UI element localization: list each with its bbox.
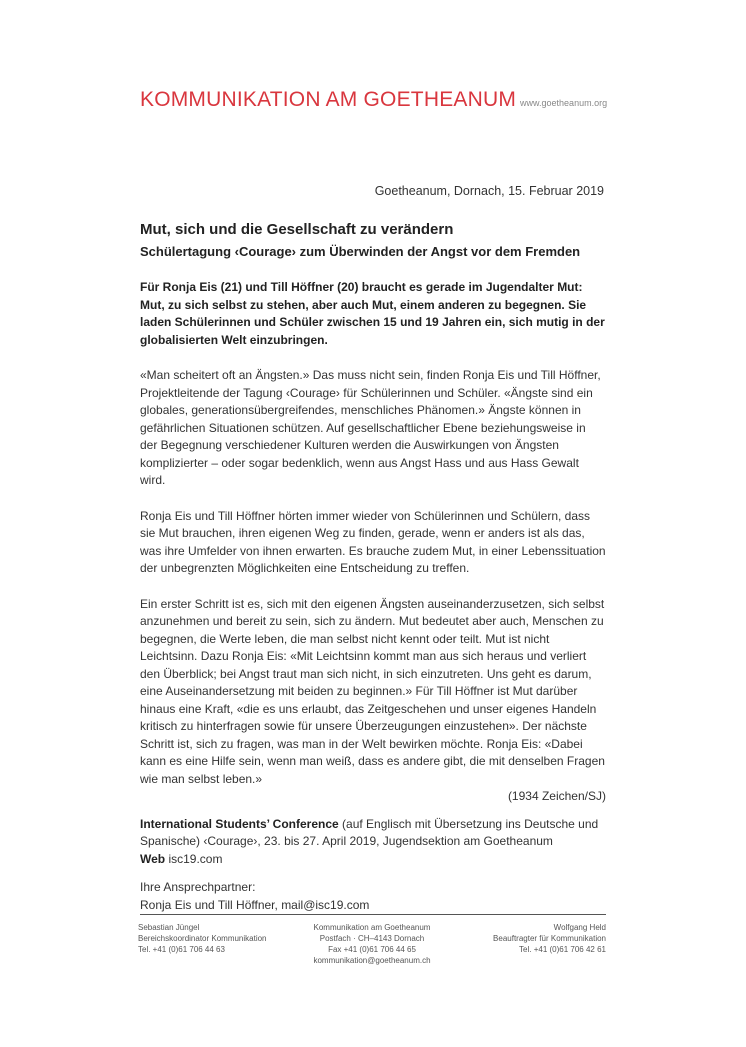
footer-left-line: Tel. +41 (0)61 706 44 63 xyxy=(138,945,225,954)
footer-email[interactable]: kommunikation@goetheanum.ch xyxy=(313,956,431,965)
contact-block xyxy=(140,879,369,914)
event-name: International Students’ Conference xyxy=(140,816,339,831)
footer-left-line: Sebastian Jüngel xyxy=(138,923,200,932)
brand-name: KOMMUNIKATION AM GOETHEANUM xyxy=(140,88,517,111)
article-body xyxy=(140,220,606,868)
lead-paragraph: Für Ronja Eis (21) und Till Höffner (20) braucht es gerade im Jugendalter Mut: Mut, zu sich selbst zu stehen, aber auch Mut, einem anderen zu begegnen. Sie laden Schülerinnen und Schüler zwischen 15 und 19 Jahren ein, sich mutig in der globalisierten Welt einzubringen. xyxy=(140,280,605,347)
body-paragraph-2: Ronja Eis und Till Höffner hörten immer wieder von Schülerinnen und Schülern, dass sie Mut brauchen, ihren eigenen Weg zu finden, gerade, wenn er anders ist als das, was ihre Umfelder von ihnen erwarten. Es brauche zudem Mut, in einer Lebenssituation der unbegrenzten Möglichkeiten eine Entscheidung zu treffen. xyxy=(140,508,606,575)
footer-right-line: Wolfgang Held xyxy=(553,923,606,932)
website-url[interactable]: www.goetheanum.org xyxy=(520,98,608,108)
body-paragraph-1: «Man scheitert oft an Ängsten.» Das muss nicht sein, finden Ronja Eis und Till Höffner, Projektleitende der Tagung ‹Courage› für Schülerinnen und Schüler. «Ängste sind ein globales, generationsübergreifendes, menschliches Phänomen.» Ängste können in gefährlichen Situationen schützen. Auf gesellschaftlicher Ebene beziehungsweise in der Begegnung verschiedener Kulturen werden die Auswirkungen von Ängsten komplizierter – oder sogar bedenklich, wenn aus Angst Hass und aus Hass Gewalt wird. xyxy=(140,368,601,487)
article-title: Mut, sich und die Gesellschaft zu verändern xyxy=(140,221,454,238)
body-paragraph-3: Ein erster Schritt ist es, sich mit den eigenen Ängsten auseinanderzusetzen, sich selbst anzunehmen und bereit zu sein, sich zu ändern. Mut bedeutet aber auch, Menschen zu begegnen, die Werte leben, die man selbst nicht kennt oder teilt. Mut ist nicht Leichtsinn. Dazu Ronja Eis: «Mit Leichtsinn kommt man aus sich heraus und verliert den Überblick; bei Angst traut man sich nicht, in sich einzutreten. Uns geht es darum, eine Auseinandersetzung mit beiden zu beginnen.» Für Till Höffner ist Mut darüber hinaus eine Kraft, «die es uns erlaubt, das Zeitgeschehen und unser eigenes Handeln kritisch zu hinterfragen sowie für unsere Überzeugungen einzustehen». Der nächste Schritt ist, sich zu fragen, was man in der Welt bewirken möchte. Ronja Eis: «Dabei kann es eine Hilfe sein, wenn man weiß, dass es andere gibt, die mit denselben Fragen wie man selbst leben.» xyxy=(140,596,605,786)
event-details: (auf Englisch mit Übersetzung ins Deutsche und Spanische) ‹Courage›, 23. bis 27. April 2019, Jugendsektion am Goetheanum xyxy=(140,816,599,848)
footer-center-line: Postfach · CH–4143 Dornach xyxy=(319,934,425,943)
letterhead xyxy=(140,88,607,112)
footer-contact-right xyxy=(493,922,606,955)
event-info xyxy=(140,816,606,869)
footer-center-line: Fax +41 (0)61 706 44 65 xyxy=(328,945,416,954)
contact-names: Ronja Eis und Till Höffner, mail@isc19.com xyxy=(140,897,370,912)
contact-heading: Ihre Ansprechpartner: xyxy=(140,880,256,894)
footer-right-line: Beauftragter für Kommunikation xyxy=(493,934,606,943)
footer-left-line: Bereichskoordinator Kommunikation xyxy=(138,934,267,943)
web-link[interactable]: isc19.com xyxy=(165,851,223,866)
article-subtitle: Schülertagung ‹Courage› zum Überwinden der Angst vor dem Fremden xyxy=(140,244,581,259)
footer-right-line: Tel. +41 (0)61 706 42 61 xyxy=(519,945,606,954)
dateline: Goetheanum, Dornach, 15. Februar 2019 xyxy=(374,184,604,198)
character-count: (1934 Zeichen/SJ) xyxy=(507,789,606,803)
footer-divider xyxy=(140,914,606,915)
web-label: Web xyxy=(140,851,166,866)
footer-center-line: Kommunikation am Goetheanum xyxy=(313,923,431,932)
